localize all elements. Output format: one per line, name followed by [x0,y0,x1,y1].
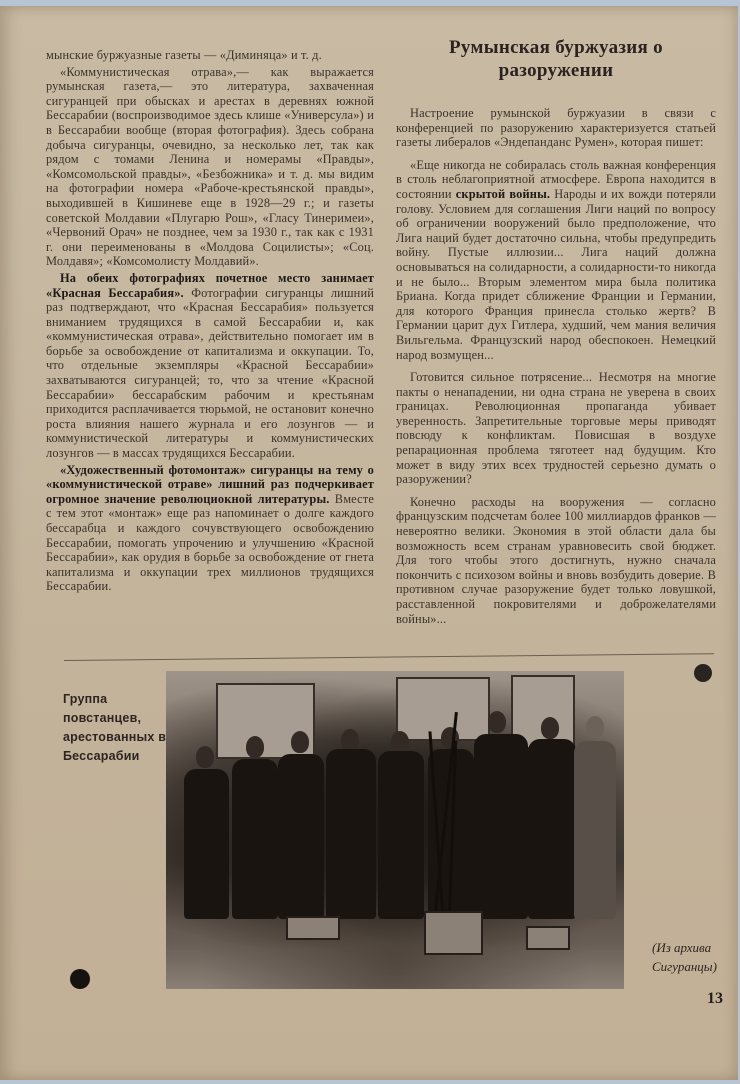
paragraph-continuation: мынские буржуазные газеты — «Диминяца» и т. д. [46,48,322,62]
right-column [396,106,716,626]
page-number: 13 [707,990,723,1007]
photo-credit: (Из архива Сигуранцы) [652,940,717,974]
bold-lead: «Художественный фотомонтаж» сигуранцы на тему о «коммунистической отраве» лишний раз подчеркивает огромное значение революциокной литературы. [46,462,374,506]
figure-caption: Группа повстанцев, арестованных в Бессарабии [63,692,167,763]
paragraph-upheaval: Готовится сильное потрясение... Несмотря на многие пакты о ненападении, ни одна страна не уверена в своих границах. Революционная пропаганда убивает уверенность. Запретительные торговые меры приводят повсюду к конфликтам. Повисшая в воздухе репарационная проблема тяготеет над будущим. Кто может в виду этих всех трудностей серьезно думать о разоружении? [396,370,716,487]
magazine-page [0,6,738,1080]
paragraph-quote-start: «Еще никогда не собиралась столь важная конференция в столь неблагоприятной атмосфере. Европа находится в состоянии скрытой войны. Народы и их вожди потеряли голову. Условием для соглашения Лиги наций по вопросу об ограничении вооружений было предположение, что Лига наций будет достаточно сильна, чтобы предупредить войну. Пустые иллюзии... Лига наций должна основываться на солидарности, а солидарности-то никогда и не было... Вторым элементом мира была политика Бриана. Когда придет сближение Франции и Германии, для которого Франция принесла столько жертв? В Германии царит дух Гитлера, худший, чем мания величия Вильгельма. Французский народ обеспокоен. Немецкий народ возмущен... [396,157,716,362]
paragraph-armaments: Конечно расходы на вооружения — согласно французским подсчетам более 100 миллиардов франков — невероятно велики. Экономия в этой области дала бы возможность всем странам уравновесить свой бюджет. Для того чтобы этого достигнуть, нужно сначала покончить с психозом войны и вновь возбудить доверие. В противном случае разоружение будет только ловушкой, расставленной покровителями и доброжелателями войны»... [396,494,716,626]
article-headline: Румынская буржуазия о разоружении [449,37,663,81]
paragraph-photomontage: «Художественный фотомонтаж» сигуранцы на тему о «коммунистической отраве» лишний раз подчеркивает огромное значение революциокной литературы. Вместе с тем этот «монтаж» еще раз напоминает о долге каждого бессарабца и каждого сочувствующего освобождению Бессарабии, помогать упрочению и улучшению «Красной Бессарабии», как орудия в борьбе за освобождение от гнета капитализма и оккупации трех миллионов трудящихся Бессарабии. [46,462,375,594]
punch-hole-right [694,664,712,682]
bold-lead: На обеих фотографиях почетное место занимает «Красная Бессарабия». [46,270,374,300]
punch-hole-left [70,969,90,989]
paragraph-communist-poison: «Коммунистическая отрава»,— как выражается румынская газета,— это литература, захваченная сигуранцей при обысках и арестах в деревнях южной Бессарабии (воспроизводимое здесь клише «Универсула») и в Бессарабии вообще (вторая фотография). Здесь собрана добыча сигуранцы, очевидно, за несколько лет, так как рядом с томами Ленина и номерамы «Правды», «Комсомольской правды», «Безбожника» и т. д. мы видим на фотографии номера «Рабоче-крестьянской правды», выходившей в Кишиневе еще в 1928—29 г.; и газеты советской Молдавии «Плугарю Рош», «Гласу Тинеримеи», «Червоний Орач» не позднее, чем за 1930 г., так как с 1931 г. они переименованы в «Молдова Социлисты»; «Соц. Молдавя»; «Комсомолисту Молдавий». [46,64,374,269]
divider-rule [64,653,714,661]
paragraph-intro: Настроение румынской буржуазии в связи с конференцией по разоружению характеризуется статьей газеты либералов «Эндепанданс Румен», которая пишет: [396,106,716,150]
photo-arrested-insurgents [166,671,624,989]
paragraph-red-bessarabia: На обеих фотографиях почетное место занимает «Красная Бессарабия». Фотографии сигуранцы лишний раз подтверждают, что «Красная Бессарабия» пользуется вниманием трудящихся в самой Бессарабии и, как «коммунистическая отрава», действительно помогает им в борьбе за освобождение от капитализма и оккупации. То, что отдельные экземпляры «Красной Бессарабии» захватываются сигуранцей; то, что за чтение «Красной Бессарабии» бессарабским рабочим и крестьянам приходится расплачивается тюрьмой, не остановит конечно роста влияния нашего журнала и его лозунгов — и коммунистической литературы и коммунистических лозунгов — в массах трудящихся Бессарабии. [46,270,374,461]
left-column [46,48,374,594]
